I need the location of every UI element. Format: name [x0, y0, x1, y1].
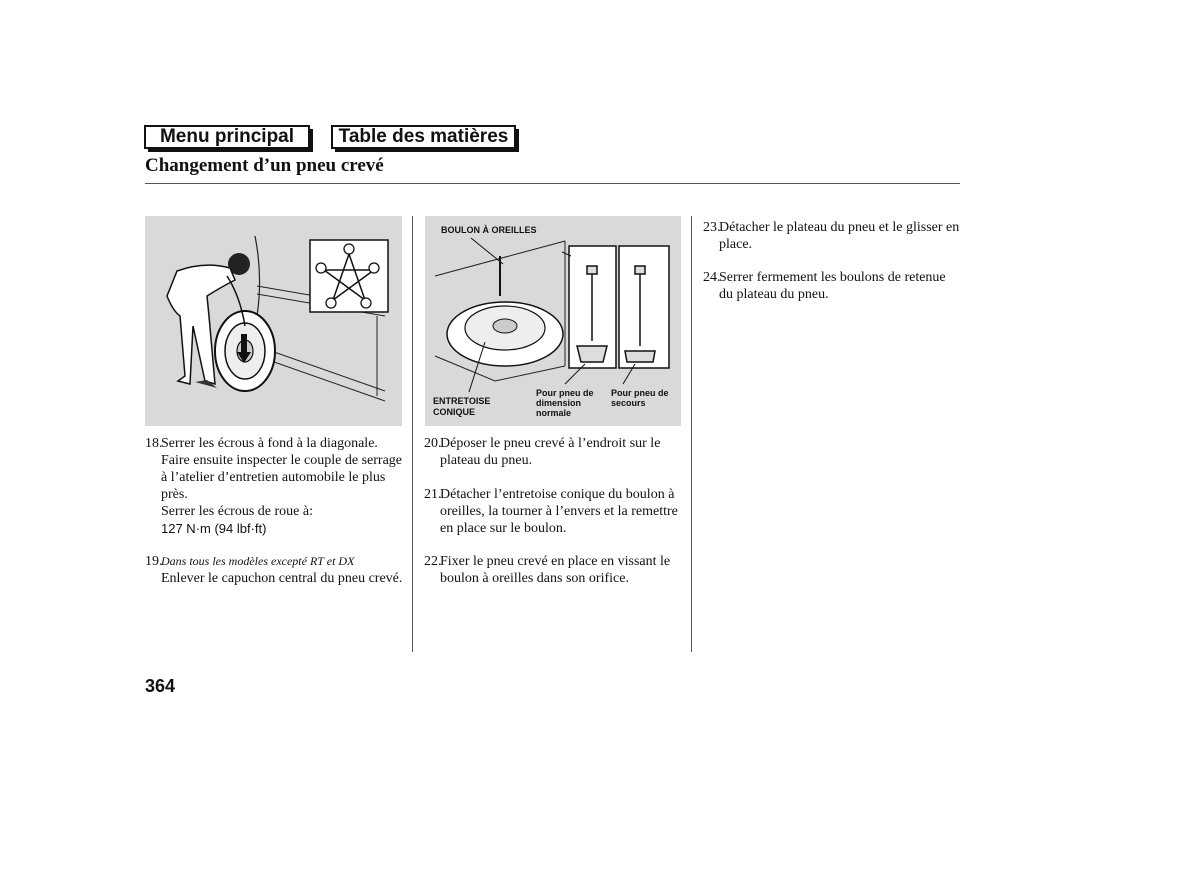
step-24	[703, 269, 960, 303]
label-cone-line1: ENTRETOISE	[433, 396, 491, 406]
main-menu-button[interactable]: Menu principal	[144, 125, 310, 149]
column-divider	[412, 216, 413, 652]
table-of-contents-button[interactable]: Table des matières	[331, 125, 516, 149]
tightening-illustration	[145, 216, 402, 426]
label-normal-line1: Pour pneu de	[536, 388, 594, 398]
step-text: Détacher le plateau du pneu et le glisser en place.	[719, 220, 960, 252]
step-22	[424, 553, 686, 587]
step-23	[703, 219, 960, 253]
step-condition: Dans tous les modèles excepté RT et DX	[161, 554, 355, 568]
page-number: 364	[145, 676, 176, 696]
spare-tire-drawing	[425, 216, 681, 426]
page-title: Changement d’un pneu crevé	[145, 155, 384, 176]
torque-value: 127 N·m (94 lbf·ft)	[161, 521, 267, 536]
spare-tire-illustration	[425, 216, 681, 426]
step-text: Détacher l’entretoise conique du boulon à oreilles, la tourner à l’envers et la remettre en place sur le boulon.	[440, 487, 678, 536]
step-text: Serrer les écrous à fond à la diagonale. Faire ensuite inspecter le couple de serrage à l’atelier d’entretien automobile le plus près.	[161, 436, 403, 502]
label-spare-line1: Pour pneu de	[611, 388, 669, 398]
label-spare-line2: secours	[611, 398, 646, 408]
step-number: 23.	[703, 220, 721, 235]
column-divider	[691, 216, 692, 652]
step-number: 24.	[703, 270, 721, 285]
step-text: Serrer fermement les boulons de retenue du plateau du pneu.	[719, 270, 946, 302]
label-normal-line3: normale	[536, 408, 572, 418]
title-divider	[145, 183, 960, 184]
step-number: 21.	[424, 487, 442, 502]
step-number: 20.	[424, 436, 442, 451]
step-20	[424, 435, 686, 469]
step-text: Déposer le pneu crevé à l’endroit sur le plateau du pneu.	[440, 436, 661, 468]
step-19	[145, 553, 407, 587]
step-number: 22.	[424, 554, 442, 569]
step-21	[424, 486, 686, 537]
step-text: Fixer le pneu crevé en place en vissant le boulon à oreilles dans son orifice.	[440, 554, 671, 586]
torque-intro: Serrer les écrous de roue à:	[161, 504, 313, 519]
label-normal-line2: dimension	[536, 398, 582, 408]
step-number: 19.	[145, 554, 163, 569]
label-wing-bolt: BOULON À OREILLES	[441, 225, 537, 235]
label-cone-line2: CONIQUE	[433, 407, 476, 417]
step-18	[145, 435, 407, 537]
step-text: Enlever le capuchon central du pneu crevé.	[161, 571, 403, 586]
step-number: 18.	[145, 436, 163, 451]
tightening-drawing	[145, 216, 402, 426]
